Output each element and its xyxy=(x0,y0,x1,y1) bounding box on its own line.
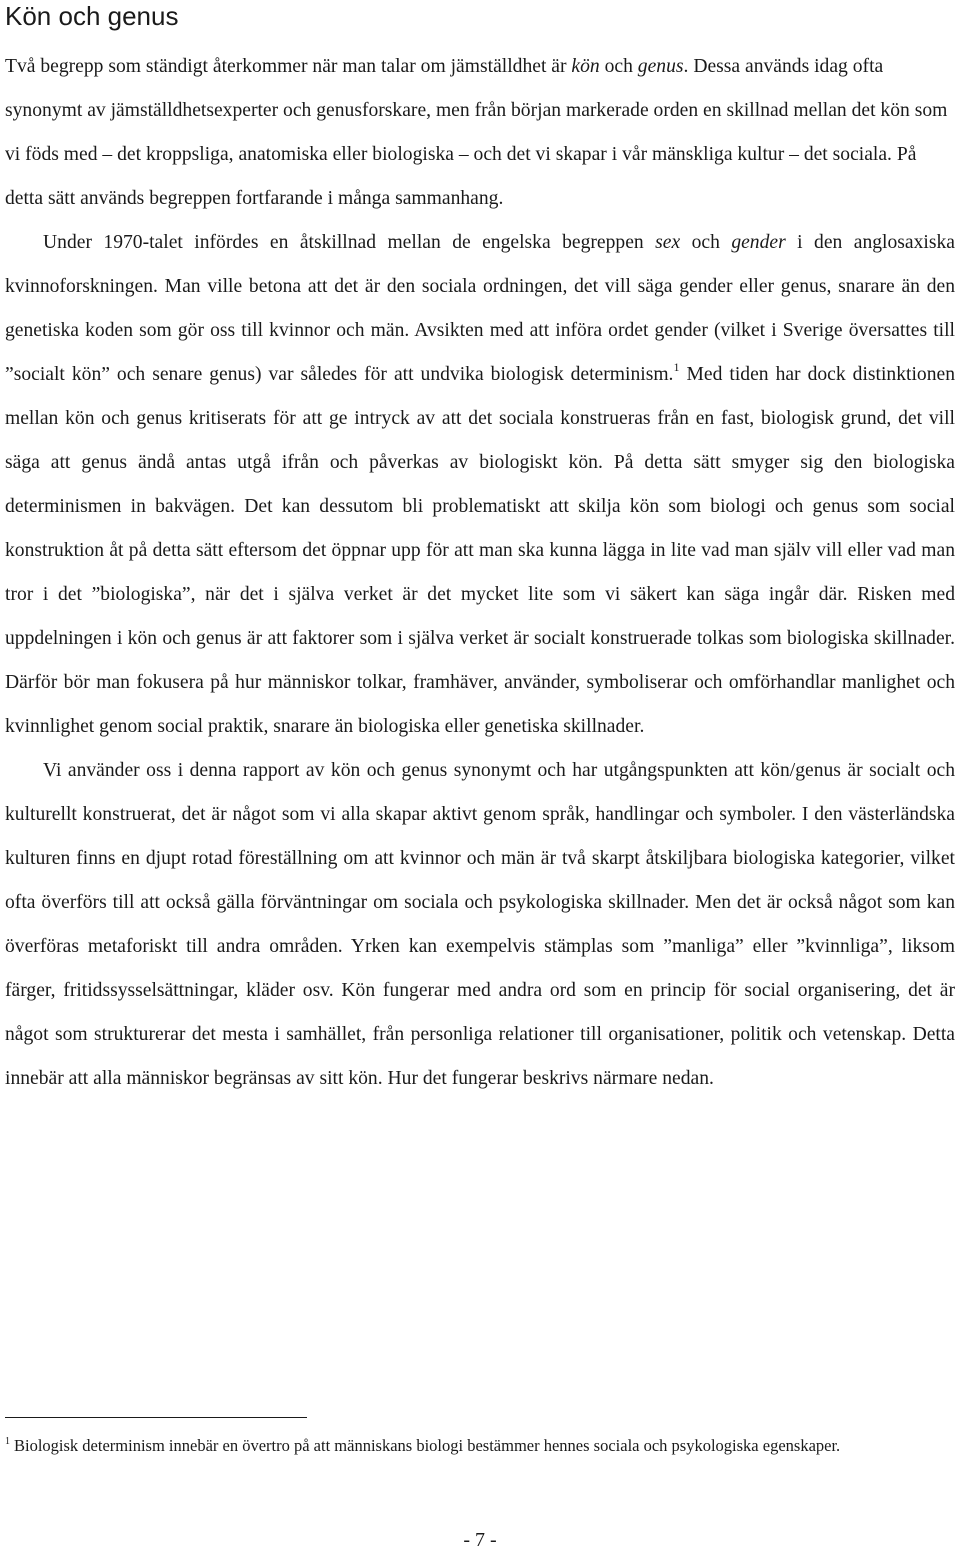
paragraph-1-text-b: och xyxy=(599,56,638,77)
footnote-reference[interactable]: 1 xyxy=(673,360,680,374)
section-heading: Kön och genus xyxy=(5,1,179,31)
paragraph-2 xyxy=(5,221,955,749)
paragraph-1-text-a: Två begrepp som ständigt återkommer när man talar om jämställdhet är xyxy=(5,56,572,77)
footnote-text: Biologisk determinism innebär en övertro på att människans biologi bestämmer hennes sociala och psykologiska egenskaper. xyxy=(14,1436,841,1455)
page-number: - 7 - xyxy=(463,1529,497,1551)
body-text xyxy=(5,45,955,1101)
term-kon: kön xyxy=(571,56,600,77)
paragraph-3: Vi använder oss i denna rapport av kön och genus synonymt och har utgångspunkten att kön/genus är socialt och kulturellt konstruerat, det är något som vi alla skapar aktivt genom språk, handlingar och symboler. I den västerländska kulturen finns en djupt rotad föreställning om att kvinnor och män är två skarpt åtskiljbara biologiska kategorier, vilket ofta överförs till att också gälla förväntningar om sociala och psykologiska skillnader. Men det är också något som kan överföras metaforiskt till andra områden. Yrken kan exempelvis stämplas som ”manliga” eller ”kvinnliga”, liksom färger, fritidssysselsättningar, kläder osv. Kön fungerar med andra ord som en princip för social organisering, det är något som strukturerar det mesta i samhället, från personliga relationer till organisationer, politik och vetenskap. Detta innebär att alla människor begränsas av sitt kön. Hur det fungerar beskrivs närmare nedan. xyxy=(5,760,955,1089)
paragraph-2-text-a: Under 1970-talet infördes en åtskillnad mellan de engelska begreppen xyxy=(43,232,656,253)
term-sex: sex xyxy=(655,232,681,253)
paragraph-2-text-d: Med tiden har dock distinktionen mellan kön och genus kritiserats för att ge intryck av att det sociala konstrueras från en fast, biologisk grund, det vill säga att genus ändå antas utgå ifrån och påverkas av biologiskt kön. På detta sätt smyger sig den biologiska determinismen in bakvägen. Det kan dessutom bli problematiskt att skilja kön som biologi och genus som social konstruktion åt på detta sätt eftersom det öppnar upp för att man ska kunna lägga in lite vad man själv vill eller vad man tror i det ”biologiska”, när det i själva verket är det mycket lite som vi säkert kan säga ingår där. Risken med uppdelningen i kön och genus är att faktorer som i själva verket är socialt konstruerade tolkas som biologiska skillnader. Därför bör man fokusera på hur människor tolkar, framhäver, använder, symboliserar och omförhandlar manlighet och kvinnlighet genom social praktik, snarare än biologiska eller genetiska skillnader. xyxy=(5,364,955,737)
document-page xyxy=(5,0,955,1553)
term-gender: gender xyxy=(731,232,786,253)
paragraph-1-text-c: . Dessa används idag ofta synonymt av jämställdhetsexperter och genusforskare, men från början markerade orden en skillnad mellan det kön som vi föds med – det kroppsliga, anatomiska eller biologiska – och det vi skapar i vår mänskliga kultur – det sociala. På detta sätt används begreppen fortfarande i många sammanhang. xyxy=(5,56,948,209)
footnote-separator xyxy=(5,1417,307,1418)
paragraph-2-text-c: i den anglosaxiska kvinnoforskningen. Man ville betona att det är den sociala ordningen, det vill säga gender eller genus, snarare än den genetiska koden som gör oss till kvinnor och män. Avsikten med att införa ordet gender (vilket i Sverige översattes till ”socialt kön” och senare genus) var således för att undvika biologisk determinism. xyxy=(5,232,955,385)
paragraph-2-text-b: och xyxy=(680,232,732,253)
term-genus: genus xyxy=(637,56,684,77)
paragraph-1 xyxy=(5,45,955,221)
footnote-number: 1 xyxy=(5,1436,10,1447)
footnote xyxy=(5,1433,875,1459)
